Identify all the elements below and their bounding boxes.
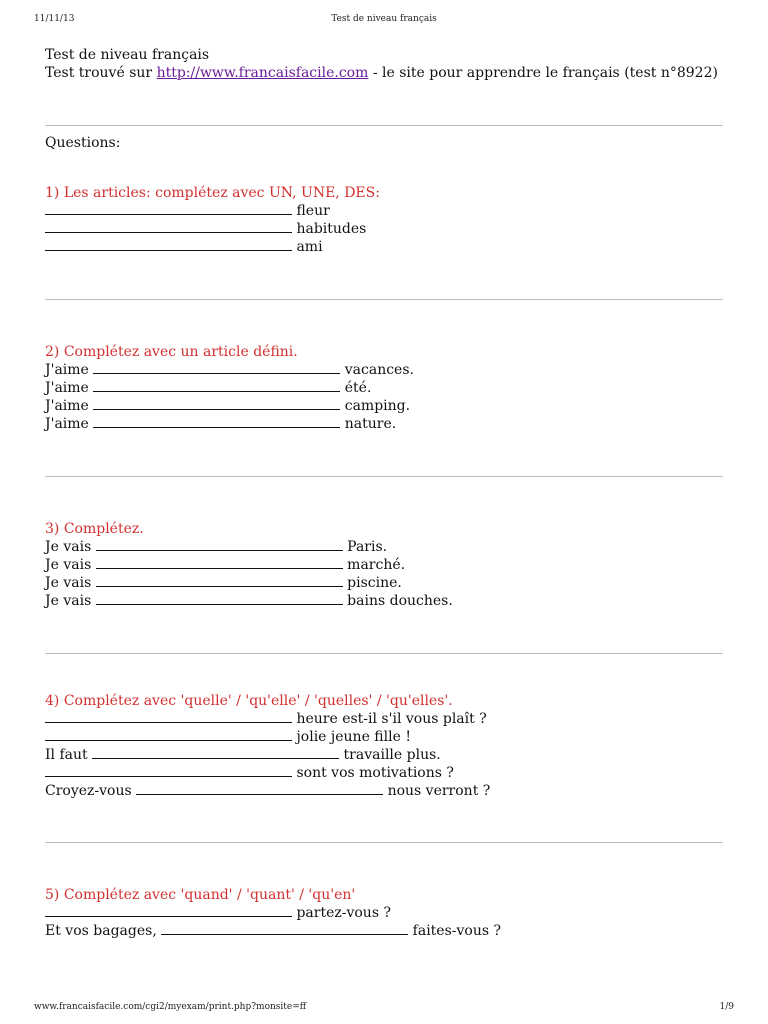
- answer-blank[interactable]: [45, 202, 292, 215]
- divider: [45, 125, 723, 126]
- answer-blank[interactable]: [93, 397, 340, 410]
- document-content: [45, 46, 723, 940]
- exercise-line: [45, 397, 723, 415]
- question-section-3: [45, 520, 723, 610]
- exercise-line: [45, 904, 723, 922]
- line-suffix: faites-vous ?: [408, 923, 501, 939]
- exercise-line: [45, 574, 723, 592]
- answer-blank[interactable]: [45, 220, 292, 233]
- divider: [45, 476, 723, 477]
- intro: [45, 46, 723, 82]
- line-suffix: marché.: [342, 557, 406, 573]
- exercise-line: [45, 379, 723, 397]
- answer-blank[interactable]: [96, 592, 343, 605]
- line-prefix: Et vos bagages,: [45, 923, 162, 939]
- line-suffix: nature.: [340, 416, 397, 432]
- question-section-4: [45, 692, 723, 800]
- line-suffix: jolie jeune fille !: [292, 729, 411, 745]
- line-suffix: bains douches.: [342, 593, 453, 609]
- answer-blank[interactable]: [45, 904, 292, 917]
- line-suffix: habitudes: [292, 221, 367, 237]
- answer-blank[interactable]: [93, 379, 340, 392]
- line-suffix: nous verront ?: [383, 783, 491, 799]
- exercise-line: [45, 782, 723, 800]
- line-suffix: sont vos motivations ?: [292, 765, 454, 781]
- answer-blank[interactable]: [96, 556, 343, 569]
- line-suffix: été.: [340, 380, 372, 396]
- answer-blank[interactable]: [45, 710, 292, 723]
- page-number: 1/9: [719, 1002, 734, 1012]
- line-suffix: piscine.: [342, 575, 402, 591]
- exercise-line: [45, 238, 723, 256]
- answer-blank[interactable]: [93, 361, 340, 374]
- line-suffix: partez-vous ?: [292, 905, 391, 921]
- exercise-line: [45, 592, 723, 610]
- answer-blank[interactable]: [96, 574, 343, 587]
- question-title: 1) Les articles: complétez avec UN, UNE, DES:: [45, 185, 380, 201]
- line-suffix: travaille plus.: [339, 747, 441, 763]
- line-suffix: vacances.: [340, 362, 414, 378]
- question-title: 3) Complétez.: [45, 521, 144, 537]
- answer-blank[interactable]: [161, 922, 408, 935]
- exercise-line: [45, 922, 723, 940]
- question-title: 2) Complétez avec un article défini.: [45, 344, 298, 360]
- line-suffix: fleur: [292, 203, 330, 219]
- answer-blank[interactable]: [136, 782, 383, 795]
- source-prefix: Test trouvé sur: [45, 65, 157, 81]
- line-prefix: Je vais: [45, 593, 96, 609]
- line-prefix: J'aime: [45, 416, 94, 432]
- exercise-line: [45, 710, 723, 728]
- print-url: www.francaisfacile.com/cgi2/myexam/print.php?monsite=ff: [34, 1002, 307, 1012]
- question-title: 5) Complétez avec 'quand' / 'quant' / 'qu'en': [45, 887, 356, 903]
- line-suffix: ami: [292, 239, 323, 255]
- answer-blank[interactable]: [45, 728, 292, 741]
- line-prefix: J'aime: [45, 380, 94, 396]
- questions-label: Questions:: [45, 135, 121, 151]
- exercise-line: [45, 764, 723, 782]
- exercise-line: [45, 220, 723, 238]
- line-prefix: Je vais: [45, 539, 96, 555]
- divider: [45, 653, 723, 654]
- line-prefix: Il faut: [45, 747, 93, 763]
- line-prefix: Je vais: [45, 575, 96, 591]
- site-link[interactable]: http://www.francaisfacile.com: [156, 65, 369, 81]
- doc-title: Test de niveau français: [45, 47, 210, 63]
- source-line: [45, 64, 723, 82]
- answer-blank[interactable]: [96, 538, 343, 551]
- line-suffix: heure est-il s'il vous plaît ?: [292, 711, 487, 727]
- exercise-line: [45, 361, 723, 379]
- line-prefix: J'aime: [45, 362, 94, 378]
- answer-blank[interactable]: [45, 764, 292, 777]
- line-prefix: Croyez-vous: [45, 783, 137, 799]
- exercise-line: [45, 202, 723, 220]
- line-prefix: Je vais: [45, 557, 96, 573]
- question-section-5: [45, 886, 723, 940]
- answer-blank[interactable]: [93, 415, 340, 428]
- exercise-line: [45, 415, 723, 433]
- line-prefix: J'aime: [45, 398, 94, 414]
- divider: [45, 842, 723, 843]
- question-section-2: [45, 343, 723, 433]
- exercise-line: [45, 556, 723, 574]
- answer-blank[interactable]: [92, 746, 339, 759]
- line-suffix: camping.: [340, 398, 411, 414]
- question-section-1: [45, 184, 723, 256]
- exercise-line: [45, 746, 723, 764]
- print-title: Test de niveau français: [331, 14, 437, 24]
- print-date: 11/11/13: [34, 14, 75, 24]
- divider: [45, 299, 723, 300]
- line-suffix: Paris.: [342, 539, 388, 555]
- source-suffix: - le site pour apprendre le français (test n°8922): [368, 65, 718, 81]
- exercise-line: [45, 538, 723, 556]
- question-title: 4) Complétez avec 'quelle' / 'qu'elle' / 'quelles' / 'qu'elles'.: [45, 693, 453, 709]
- answer-blank[interactable]: [45, 238, 292, 251]
- exercise-line: [45, 728, 723, 746]
